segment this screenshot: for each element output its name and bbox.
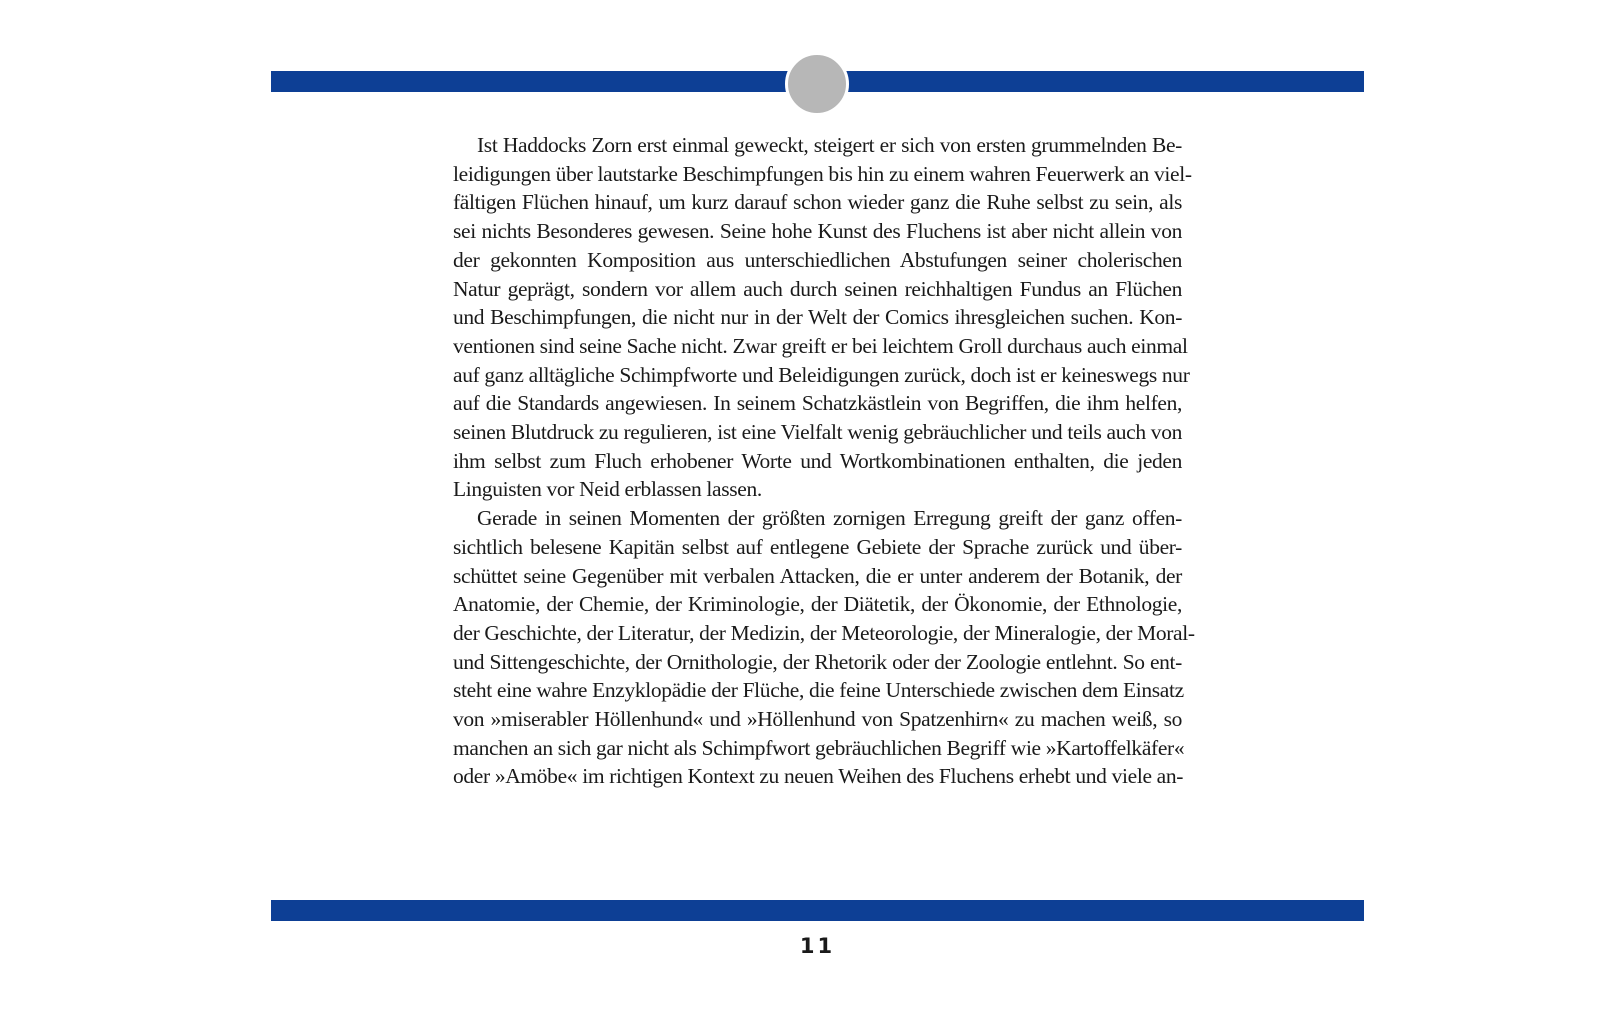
text-line: fältigen Flüchen hinauf, um kurz darauf schon wieder ganz die Ruhe selbst zu sein, als [453,190,1182,215]
text-line: von »miserabler Höllenhund« und »Höllenhund von Spatzenhirn« zu machen weiß, so [453,707,1182,732]
text-line: der gekonnten Komposition aus unterschiedlichen Abstufungen seiner cholerischen [453,247,1182,272]
text-line: Natur geprägt, sondern vor allem auch durch seinen reichhaltigen Fundus an Flüchen [453,276,1182,301]
text-line: und Sittengeschichte, der Ornithologie, der Rhetorik oder der Zoologie entlehnt. So ent- [453,649,1182,674]
text-line: leidigungen über lautstarke Beschimpfungen bis hin zu einem wahren Feuerwerk an viel- [453,161,1192,186]
header-circle-ornament [785,52,849,116]
text-line: ihm selbst zum Fluch erhobener Worte und Wortkombinationen enthalten, die jeden [453,448,1182,473]
text-line: Gerade in seinen Momenten der größten zornigen Erregung greift der ganz offen- [477,506,1182,531]
text-line: sichtlich belesene Kapitän selbst auf entlegene Gebiete der Sprache zurück und über- [453,534,1182,559]
page-number: 11 [799,934,836,958]
text-line: und Beschimpfungen, die nicht nur in der Welt der Comics ihresgleichen suchen. Kon- [453,305,1182,330]
text-line: sei nichts Besonderes gewesen. Seine hohe Kunst des Fluchens ist aber nicht allein von [453,219,1182,244]
text-line: oder »Amöbe« im richtigen Kontext zu neuen Weihen des Fluchens erhebt und viele an- [453,764,1184,789]
text-line: Linguisten vor Neid erblassen lassen. [453,477,762,502]
text-line: ventionen sind seine Sache nicht. Zwar greift er bei leichtem Groll durchaus auch einmal [453,333,1188,358]
text-line: manchen an sich gar nicht als Schimpfwort gebräuchlichen Begriff wie »Kartoffelkäfer« [453,735,1185,760]
text-line: Anatomie, der Chemie, der Kriminologie, der Diätetik, der Ökonomie, der Ethnologie, [453,592,1182,617]
footer-rule [271,900,1364,921]
text-line: auf die Standards angewiesen. In seinem Schatzkästlein von Begriffen, die ihm helfen, [453,391,1182,416]
paragraph-2 [453,504,1195,791]
body-text [453,131,1195,791]
paragraph-1 [453,131,1192,504]
text-line: steht eine wahre Enzyklopädie der Flüche, die feine Unterschiede zwischen dem Einsatz [453,678,1184,703]
text-line: Ist Haddocks Zorn erst einmal geweckt, steigert er sich von ersten grummelnden Be- [477,133,1182,157]
text-line: der Geschichte, der Literatur, der Medizin, der Meteorologie, der Mineralogie, der Moral- [453,620,1195,645]
text-line: schüttet seine Gegenüber mit verbalen Attacken, die er unter anderem der Botanik, der [453,563,1182,588]
text-line: auf ganz alltägliche Schimpfworte und Beleidigungen zurück, doch ist er keineswegs nur [453,362,1190,387]
text-line: seinen Blutdruck zu regulieren, ist eine Vielfalt wenig gebräuchlicher und teils auch von [453,420,1182,445]
